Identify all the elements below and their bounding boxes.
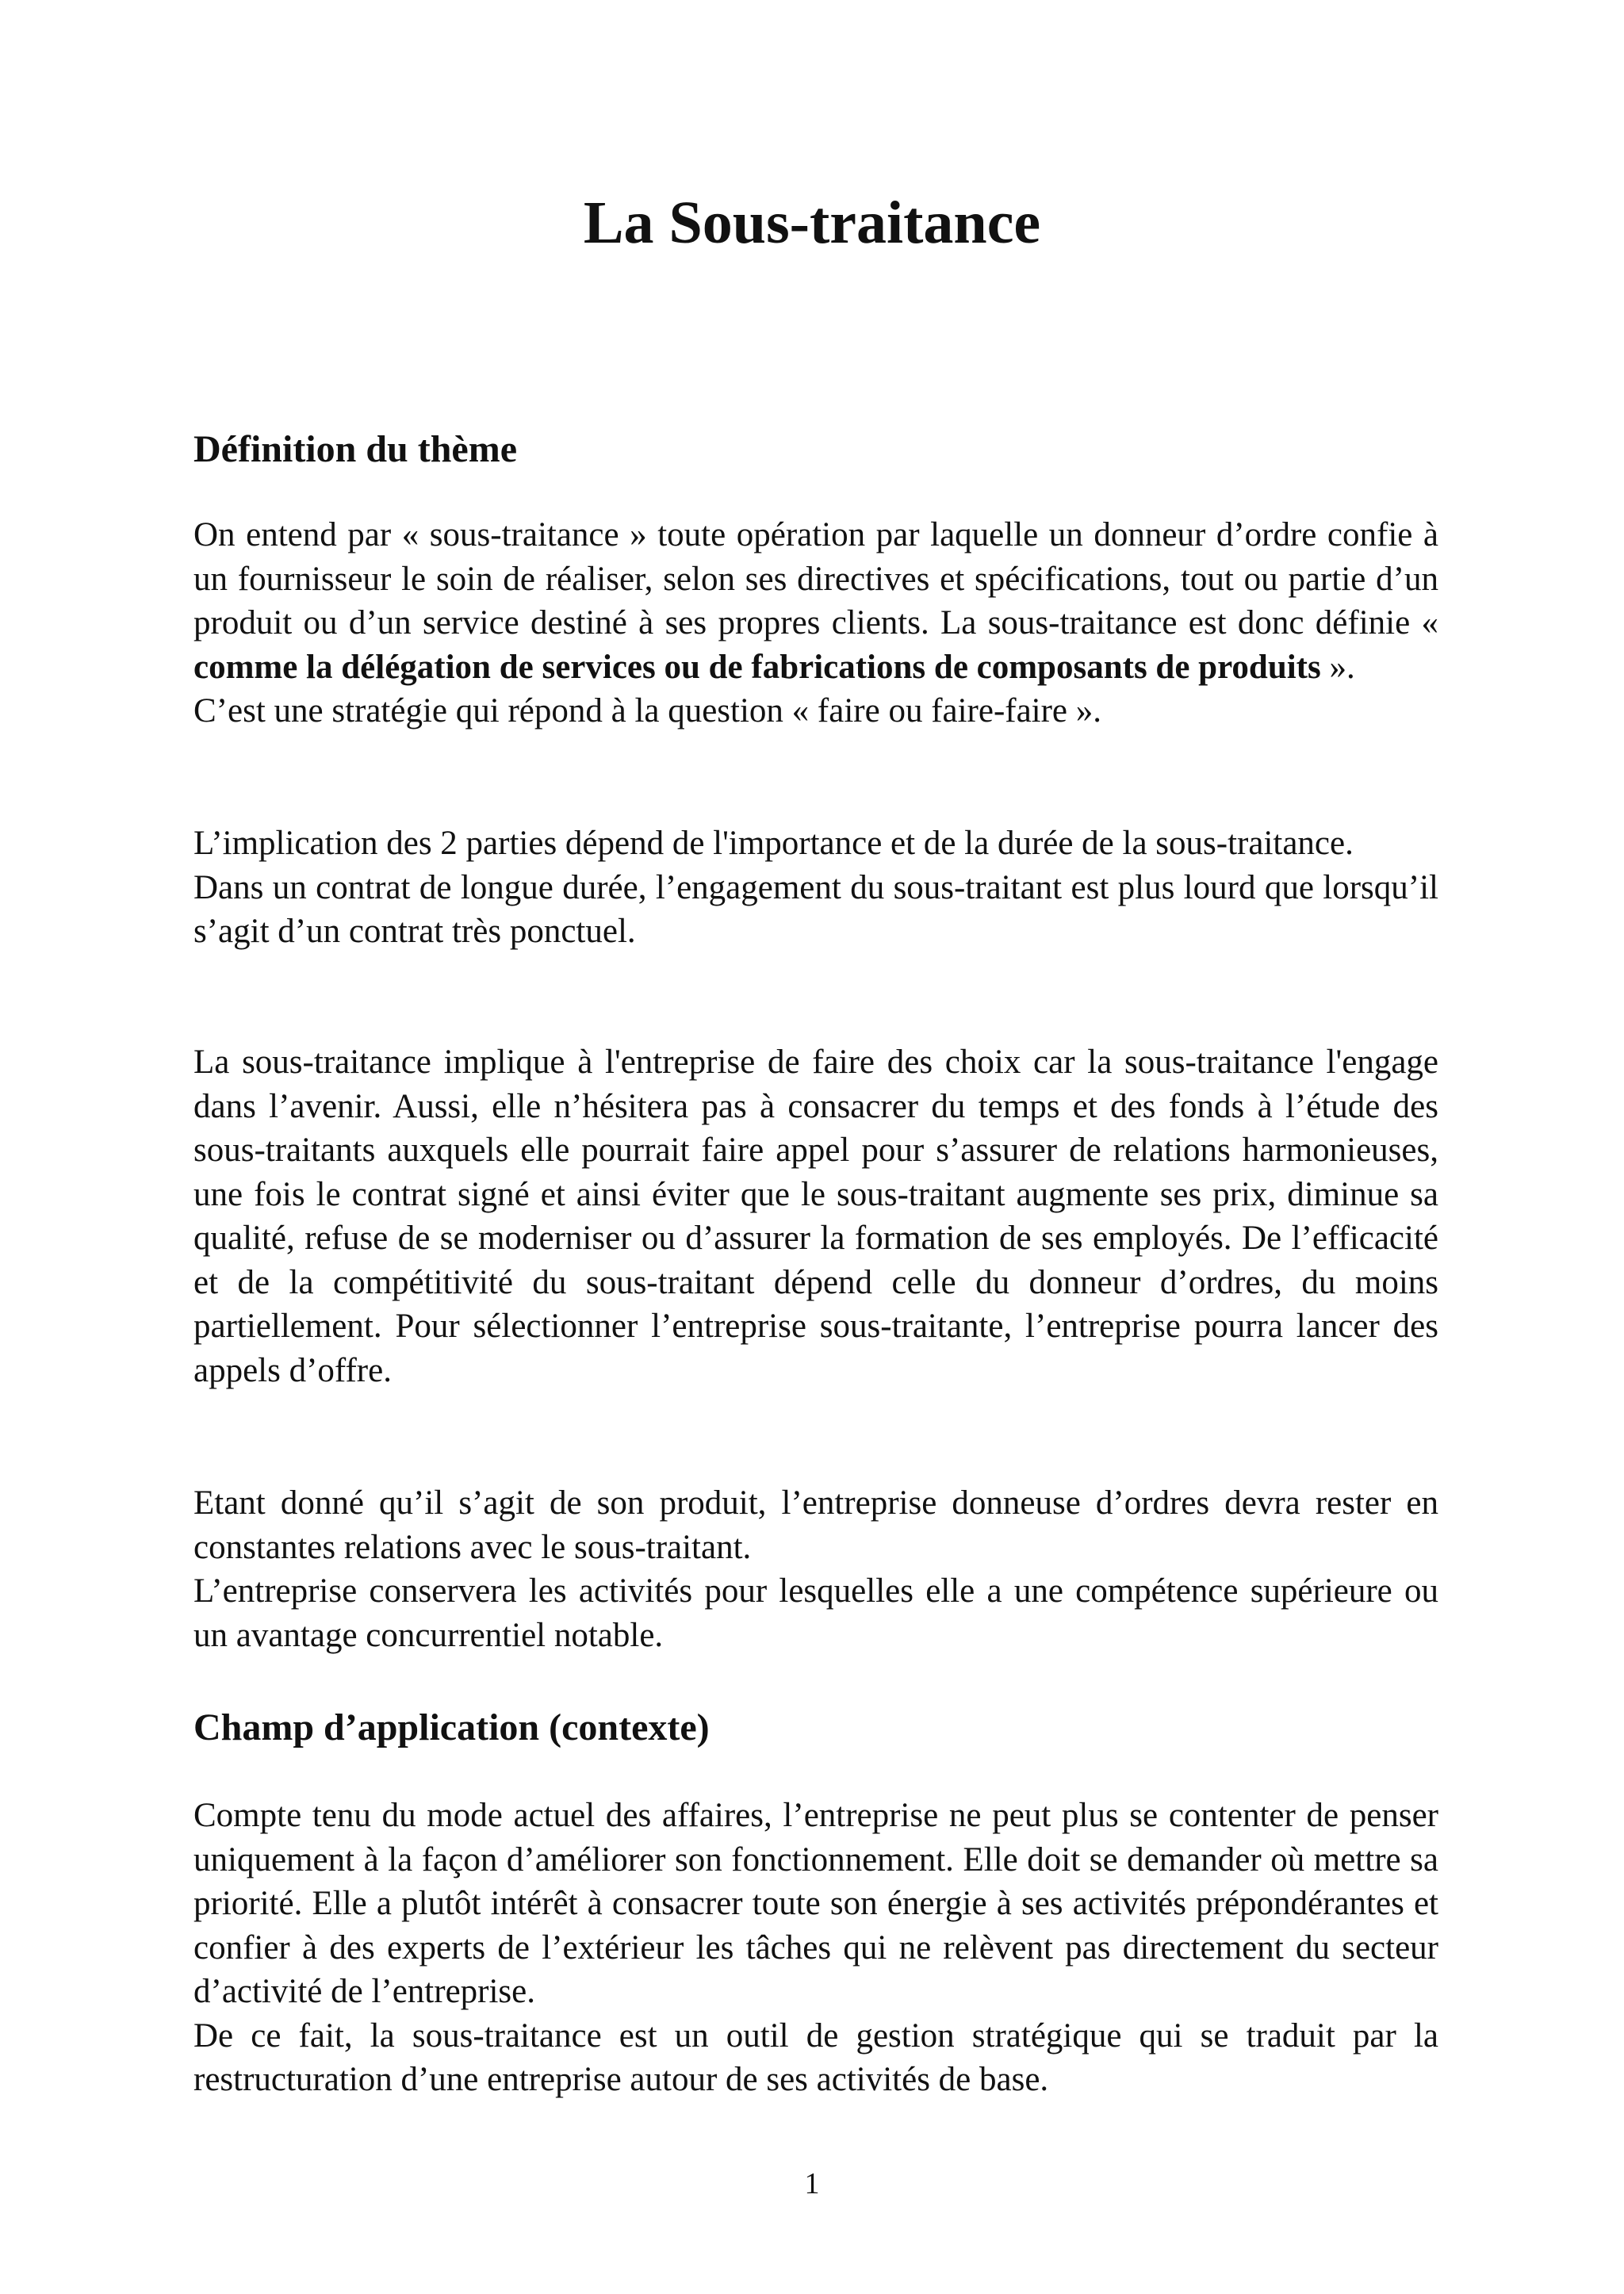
paragraph-line: Dans un contrat de longue durée, l’engagement du sous-traitant est plus lourd que lorsqu’il s’agit d’un contrat très ponctuel. — [193, 868, 1438, 950]
page-number: 1 — [804, 2167, 820, 2200]
paragraph-line: Compte tenu du mode actuel des affaires, l’entreprise ne peut plus se contenter de penser uniquement à la façon d’améliorer son fonctionnement. Elle doit se demander où mettre sa priorité. Elle a plutôt intérêt à consacrer toute son énergie à ses activités prépondérantes et confier à des experts de l’extérieur les tâches qui ne relèvent pas directement du secteur d’activité de l’entreprise. — [193, 1797, 1438, 2010]
paragraph-line: L’entreprise conservera les activités pour lesquelles elle a une compétence supérieure ou un avantage concurrentiel notable. — [193, 1572, 1438, 1654]
paragraph-definition-2 — [193, 821, 1438, 954]
bold-definition-quote: comme la délégation de services ou de fabrications de composants de produits — [193, 648, 1321, 686]
paragraph-definition-1 — [193, 513, 1438, 733]
paragraph-line: Etant donné qu’il s’agit de son produit, l’entreprise donneuse d’ordres devra rester en constantes relations avec le sous-traitant. — [193, 1484, 1438, 1566]
paragraph-text: ». — [1320, 648, 1355, 686]
paragraph-context-1 — [193, 1794, 1438, 2102]
page-title: La Sous-traitance — [583, 190, 1041, 256]
paragraph-line: C’est une stratégie qui répond à la question « faire ou faire-faire ». — [193, 692, 1102, 730]
section-heading-context: Champ d’application (contexte) — [193, 1706, 710, 1748]
paragraph-definition-4 — [193, 1481, 1438, 1657]
paragraph-line: De ce fait, la sous-traitance est un outil de gestion stratégique qui se traduit par la restructuration d’une entreprise autour de ses activités de base. — [193, 2016, 1438, 2098]
paragraph-text: On entend par « sous-traitance » toute opération par laquelle un donneur d’ordre confie à un fournisseur le soin de réaliser, selon ses directives et spécifications, tout ou partie d’un produit ou d’un service destiné à ses propres clients. La sous-traitance est donc définie « — [193, 516, 1438, 641]
section-heading-definition: Définition du thème — [193, 428, 517, 470]
paragraph-definition-3: La sous-traitance implique à l'entreprise de faire des choix car la sous-traitance l'engage dans l’avenir. Aussi, elle n’hésitera pas à consacrer du temps et des fonds à l’étude des sous-traitants auxquels elle pourrait faire appel pour s’assurer de relations harmonieuses, une fois le contrat signé et ainsi éviter que le sous-traitant augmente ses prix, diminue sa qualité, refuse de se moderniser ou d’assurer la formation de ses employés. De l’efficacité et de la compétitivité du sous-traitant dépend celle du donneur d’ordres, du moins partiellement. Pour sélectionner l’entreprise sous-traitante, l’entreprise pourra lancer des appels d’offre. — [193, 1044, 1438, 1389]
paragraph-line: L’implication des 2 parties dépend de l'importance et de la durée de la sous-traitance. — [193, 825, 1354, 862]
